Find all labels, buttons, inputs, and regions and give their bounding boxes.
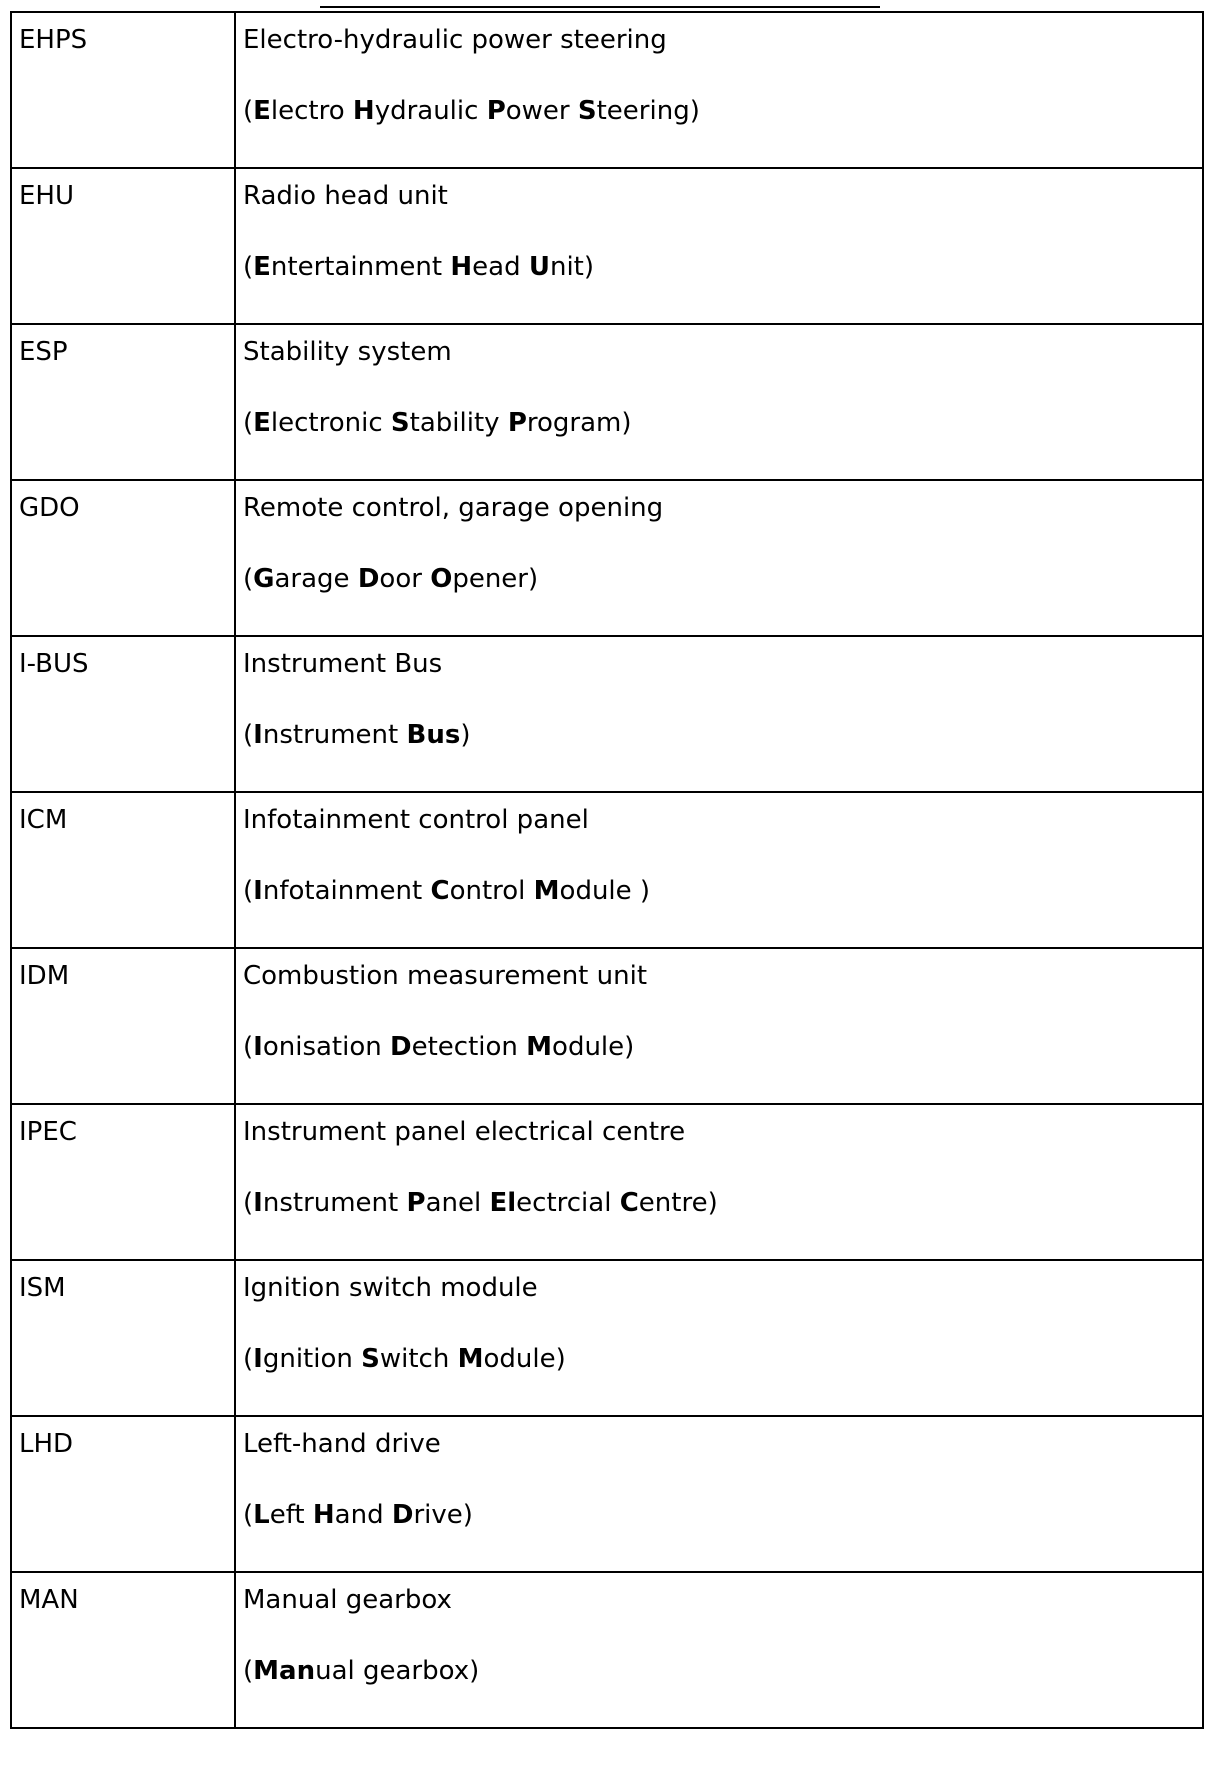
abbreviation-cell	[11, 1104, 235, 1260]
expansion-initial: E	[253, 408, 271, 438]
abbreviation-cell	[11, 1572, 235, 1728]
expansion-segment: (	[243, 1500, 254, 1530]
expansion-segment: odule)	[552, 1032, 635, 1062]
expansion-segment: nit)	[549, 252, 595, 282]
expansion-segment: entre)	[638, 1188, 718, 1218]
top-rule	[320, 6, 880, 8]
table-row	[11, 480, 1203, 636]
expansion-segment: tability	[409, 408, 508, 438]
definition-cell	[235, 168, 1203, 324]
expansion-segment: lectronic	[270, 408, 391, 438]
expansion-segment: (	[243, 96, 254, 126]
expansion-segment: nstrument	[262, 720, 407, 750]
expansion-segment: odule )	[559, 876, 651, 906]
definition-cell	[235, 1416, 1203, 1572]
expansion-initial: P	[406, 1188, 426, 1218]
expansion-segment: anel	[425, 1188, 490, 1218]
expansion-initial: I	[253, 720, 263, 750]
expansion-initial: E	[253, 96, 271, 126]
abbreviation-table	[10, 11, 1204, 1729]
expansion-segment: nfotainment	[262, 876, 431, 906]
abbreviation-cell	[11, 1416, 235, 1572]
definition-cell	[235, 792, 1203, 948]
expansion-initial: M	[533, 876, 560, 906]
abbreviation-cell	[11, 792, 235, 948]
expansion-segment: (	[243, 408, 254, 438]
expansion-segment: witch	[379, 1344, 458, 1374]
expansion-segment: ntertainment	[270, 252, 451, 282]
definition-cell	[235, 948, 1203, 1104]
expansion-initial: H	[450, 252, 473, 282]
meaning-text: Electro-hydraulic power steering	[243, 25, 667, 55]
expansion-text	[243, 252, 1202, 282]
definition-cell	[235, 1572, 1203, 1728]
expansion-initial: L	[253, 1500, 270, 1530]
table-row	[11, 324, 1203, 480]
abbreviation-cell	[11, 1260, 235, 1416]
table-row	[11, 948, 1203, 1104]
definition-cell	[235, 636, 1203, 792]
expansion-segment: arage	[274, 564, 358, 594]
meaning-text: Instrument panel electrical centre	[243, 1117, 686, 1147]
expansion-segment: ectrcial	[516, 1188, 620, 1218]
expansion-segment: ead	[472, 252, 529, 282]
table-row	[11, 792, 1203, 948]
expansion-initial: S	[577, 96, 597, 126]
meaning-text: Stability system	[243, 337, 452, 367]
abbreviation-table-body	[11, 12, 1203, 1728]
meaning-text: Manual gearbox	[243, 1585, 452, 1615]
expansion-segment: (	[243, 1032, 254, 1062]
expansion-segment: and	[334, 1500, 392, 1530]
expansion-initial: D	[390, 1032, 412, 1062]
expansion-initial: I	[253, 1344, 263, 1374]
expansion-segment: gnition	[262, 1344, 362, 1374]
abbreviation-cell	[11, 948, 235, 1104]
meaning-text: Combustion measurement unit	[243, 961, 648, 991]
expansion-segment: (	[243, 1188, 254, 1218]
meaning-text: Radio head unit	[243, 181, 448, 211]
expansion-segment: ower	[505, 96, 578, 126]
expansion-text	[243, 1656, 1202, 1686]
expansion-initial: I	[253, 1188, 263, 1218]
expansion-text	[243, 1344, 1202, 1374]
expansion-initial: D	[391, 1500, 414, 1530]
definition-cell	[235, 1104, 1203, 1260]
abbreviation: ISM	[19, 1273, 66, 1303]
expansion-segment: pener)	[452, 564, 539, 594]
expansion-initial: M	[526, 1032, 553, 1062]
expansion-initial: I	[253, 876, 263, 906]
expansion-initial: S	[361, 1344, 380, 1374]
table-row	[11, 636, 1203, 792]
expansion-segment: eft	[269, 1500, 313, 1530]
expansion-initial: E	[253, 252, 271, 282]
meaning-text: Ignition switch module	[243, 1273, 538, 1303]
expansion-segment: lectro	[270, 96, 353, 126]
expansion-segment: odule)	[483, 1344, 566, 1374]
abbreviation: ESP	[19, 337, 68, 367]
expansion-segment: rive)	[413, 1500, 473, 1530]
abbreviation-cell	[11, 480, 235, 636]
abbreviation-cell	[11, 636, 235, 792]
abbreviation: I-BUS	[19, 649, 89, 679]
expansion-text	[243, 1032, 1202, 1062]
expansion-segment: (	[243, 252, 254, 282]
expansion-segment: nstrument	[262, 1188, 407, 1218]
meaning-text: Remote control, garage opening	[243, 493, 664, 523]
expansion-segment: etection	[411, 1032, 527, 1062]
expansion-segment: rogram)	[526, 408, 632, 438]
abbreviation: EHPS	[19, 25, 88, 55]
expansion-initial: G	[253, 564, 275, 594]
expansion-initial: I	[253, 1032, 263, 1062]
expansion-text	[243, 876, 1202, 906]
expansion-initial: C	[430, 876, 450, 906]
expansion-segment: (	[243, 1656, 254, 1686]
abbreviation: GDO	[19, 493, 80, 523]
expansion-segment: ydraulic	[374, 96, 487, 126]
abbreviation: MAN	[19, 1585, 79, 1615]
expansion-segment: (	[243, 720, 254, 750]
expansion-initial: H	[312, 1500, 335, 1530]
expansion-initial: U	[528, 252, 550, 282]
expansion-text	[243, 1500, 1202, 1530]
expansion-text	[243, 564, 1202, 594]
expansion-initial: Bus	[406, 720, 461, 750]
expansion-initial: H	[352, 96, 375, 126]
expansion-initial: M	[457, 1344, 484, 1374]
expansion-segment: ual gearbox)	[315, 1656, 480, 1686]
definition-cell	[235, 12, 1203, 168]
abbreviation: IDM	[19, 961, 70, 991]
expansion-text	[243, 720, 1202, 750]
expansion-segment: oor	[379, 564, 431, 594]
definition-cell	[235, 480, 1203, 636]
expansion-initial: O	[430, 564, 453, 594]
abbreviation-cell	[11, 324, 235, 480]
definition-cell	[235, 1260, 1203, 1416]
expansion-initial: C	[619, 1188, 639, 1218]
expansion-initial: El	[489, 1188, 517, 1218]
meaning-text: Infotainment control panel	[243, 805, 589, 835]
expansion-segment: (	[243, 564, 254, 594]
abbreviation-cell	[11, 12, 235, 168]
expansion-text	[243, 408, 1202, 438]
abbreviation: ICM	[19, 805, 68, 835]
expansion-segment: ontrol	[449, 876, 534, 906]
expansion-initial: P	[507, 408, 527, 438]
table-row	[11, 12, 1203, 168]
table-row	[11, 1260, 1203, 1416]
expansion-segment: )	[460, 720, 471, 750]
expansion-initial: S	[390, 408, 410, 438]
table-row	[11, 1572, 1203, 1728]
expansion-segment: teering)	[596, 96, 700, 126]
expansion-segment: (	[243, 876, 254, 906]
meaning-text: Instrument Bus	[243, 649, 443, 679]
expansion-initial: P	[486, 96, 506, 126]
expansion-initial: D	[357, 564, 380, 594]
expansion-initial: Man	[253, 1656, 316, 1686]
definition-cell	[235, 324, 1203, 480]
expansion-text	[243, 1188, 1202, 1218]
abbreviation: EHU	[19, 181, 75, 211]
abbreviation-cell	[11, 168, 235, 324]
expansion-segment: (	[243, 1344, 254, 1374]
table-row	[11, 168, 1203, 324]
expansion-text	[243, 96, 1202, 126]
abbreviation: IPEC	[19, 1117, 77, 1147]
expansion-segment: onisation	[262, 1032, 390, 1062]
table-row	[11, 1416, 1203, 1572]
table-row	[11, 1104, 1203, 1260]
meaning-text: Left-hand drive	[243, 1429, 441, 1459]
abbreviation: LHD	[19, 1429, 74, 1459]
